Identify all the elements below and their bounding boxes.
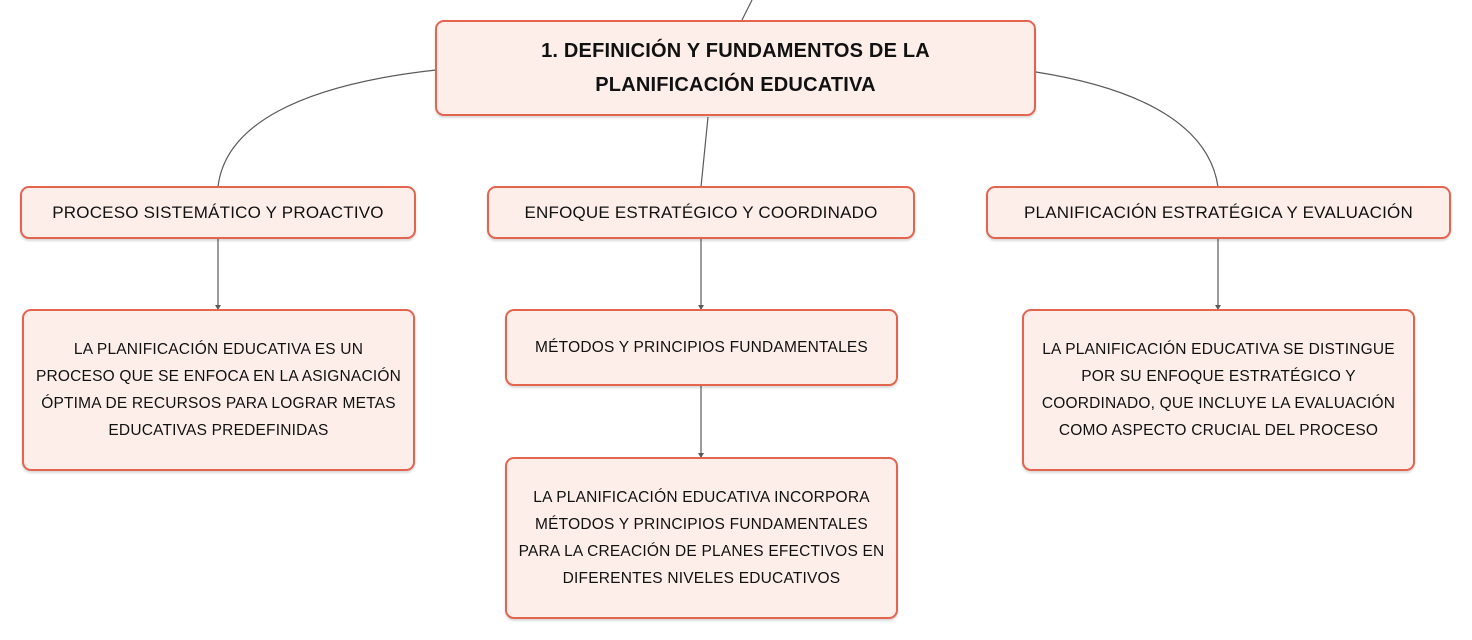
leaf-text: LA PLANIFICACIÓN EDUCATIVA ES UN PROCESO QUE SE ENFOCA EN LA ASIGNACIÓN ÓPTIMA DE RECURSOS PARA LOGRAR METAS EDUCATIVAS PREDEFINIDAS [35, 341, 402, 439]
leaf-text: LA PLANIFICACIÓN EDUCATIVA INCORPORA MÉTODOS Y PRINCIPIOS FUNDAMENTALES PARA LA CREACIÓN DE PLANES EFECTIVOS EN DIFERENTES NIVELES EDUCATIVOS [518, 489, 885, 587]
branch-proceso-sistematico[interactable] [20, 186, 416, 239]
leaf-metodos-principios[interactable] [505, 309, 898, 386]
leaf-text: LA PLANIFICACIÓN EDUCATIVA SE DISTINGUE POR SU ENFOQUE ESTRATÉGICO Y COORDINADO, QUE INCLUYE LA EVALUACIÓN COMO ASPECTO CRUCIAL DEL PROCESO [1041, 341, 1396, 439]
connector-root-to-branch-3 [1036, 72, 1218, 187]
root-topic[interactable] [435, 20, 1036, 116]
branch-label: PLANIFICACIÓN ESTRATÉGICA Y EVALUACIÓN [1024, 202, 1413, 222]
connector-parent-to-root [742, 0, 752, 20]
root-topic-label: 1. DEFINICIÓN Y FUNDAMENTOS DE LA PLANIFICACIÓN EDUCATIVA [541, 40, 930, 96]
leaf-evaluacion[interactable] [1022, 309, 1415, 471]
branch-enfoque-estrategico[interactable] [487, 186, 915, 239]
connector-root-to-branch-2 [701, 117, 708, 187]
branch-label: ENFOQUE ESTRATÉGICO Y COORDINADO [524, 202, 878, 222]
leaf-asignacion-recursos[interactable] [22, 309, 415, 471]
leaf-planes-efectivos[interactable] [505, 457, 898, 619]
connector-root-to-branch-1 [218, 70, 436, 187]
leaf-text: MÉTODOS Y PRINCIPIOS FUNDAMENTALES [535, 339, 868, 356]
branch-label: PROCESO SISTEMÁTICO Y PROACTIVO [52, 202, 384, 222]
branch-planificacion-estrategica[interactable] [986, 186, 1451, 239]
